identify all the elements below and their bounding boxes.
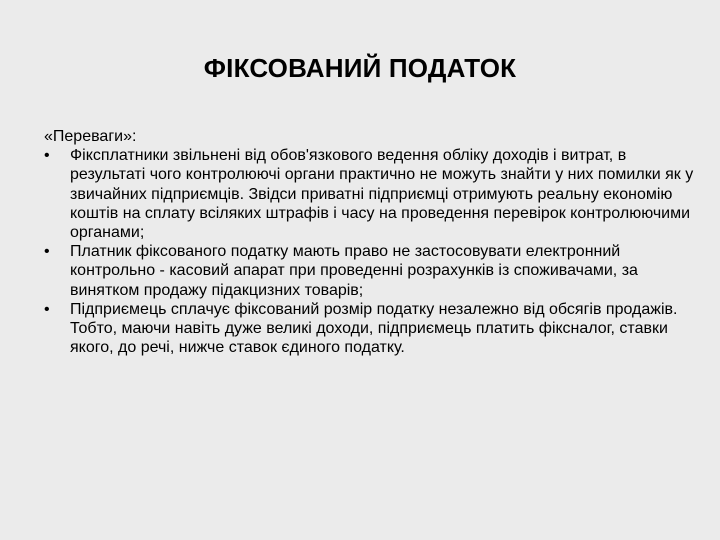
bullet-text: Платник фіксованого податку мають право не застосовувати електронний контрольно - касовий апарат при проведенні розрахунків із споживачами, за винятком продажу підакцизних товарів; xyxy=(70,243,638,299)
bullet-item xyxy=(44,300,694,358)
bullet-text: Підприємець сплачує фіксований розмір податку незалежно від обсягів продажів. Тобто, маючи навіть дуже великі доходи, підприємець платить фікcналог, ставки якого, до речі, нижче ставок єдиного податку. xyxy=(70,300,678,357)
bullet-item xyxy=(44,242,694,300)
slide-content xyxy=(44,127,694,357)
bullet-marker: • xyxy=(44,300,50,318)
bullet-item xyxy=(44,146,694,242)
bullet-list xyxy=(44,146,694,357)
section-label: «Переваги»: xyxy=(44,128,137,145)
bullet-marker: • xyxy=(44,147,50,165)
bullet-text: Фіксплатники звільнені від обов'язкового ведення обліку доходів і витрат, в результаті чого контролюючі органи практично не можуть знайти у них помилки як у звичайних підприємців. Звідси приватні підприємці отримують реальну економію коштів на сплату всіляких штрафів і часу на проведення перевірок контролюючими органами; xyxy=(70,147,694,242)
bullet-marker: • xyxy=(44,243,50,261)
slide-title: ФІКСОВАНИЙ ПОДАТОК xyxy=(203,53,517,83)
